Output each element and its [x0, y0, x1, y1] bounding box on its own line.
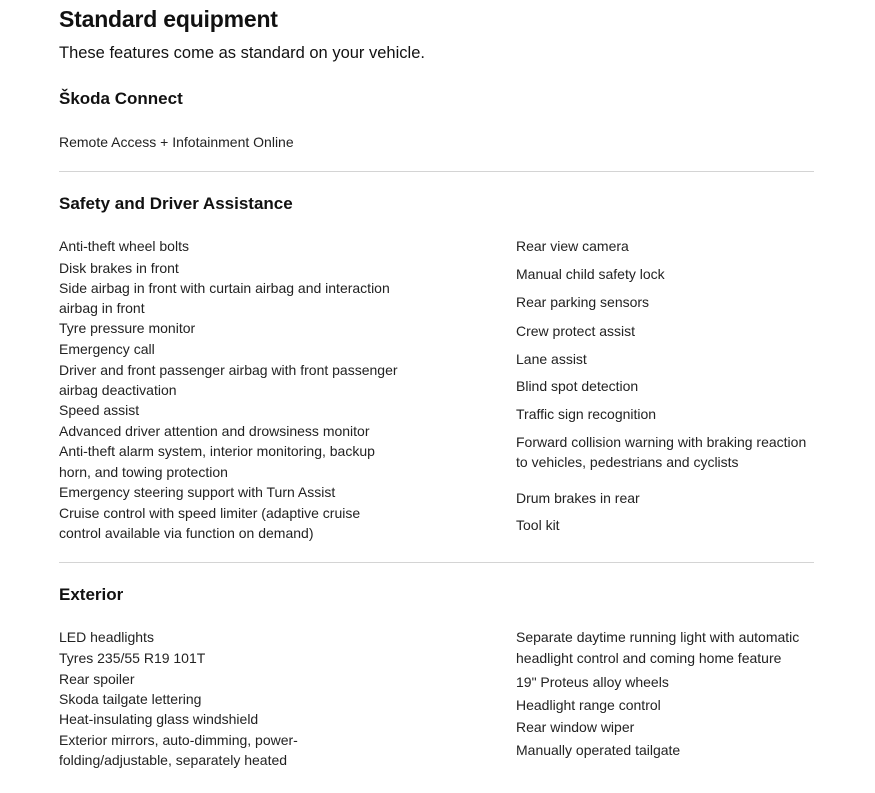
list-item: Emergency call — [59, 341, 155, 357]
list-item: Manual child safety lock — [516, 266, 665, 282]
list-item: headlight control and coming home feature — [516, 650, 782, 666]
list-item: Side airbag in front with curtain airbag and interaction — [59, 280, 390, 296]
section-divider — [59, 171, 814, 172]
list-item: airbag deactivation — [59, 382, 177, 398]
list-item: Crew protect assist — [516, 323, 636, 339]
list-item: Lane assist — [516, 351, 587, 367]
list-item: Remote Access + Infotainment Online — [59, 134, 294, 150]
list-item: Emergency steering support with Turn Assist — [59, 484, 336, 500]
list-item: Speed assist — [59, 402, 140, 418]
section-title-skoda-connect: Škoda Connect — [59, 89, 183, 108]
list-item: Forward collision warning with braking reaction — [516, 434, 807, 450]
list-item: Cruise control with speed limiter (adaptive cruise — [59, 505, 361, 521]
list-item: Heat-insulating glass windshield — [59, 711, 259, 727]
list-item: LED headlights — [59, 629, 154, 645]
list-item: Blind spot detection — [516, 378, 639, 394]
list-item: folding/adjustable, separately heated — [59, 752, 288, 768]
list-item: Driver and front passenger airbag with front passenger — [59, 362, 398, 378]
section-title-safety: Safety and Driver Assistance — [59, 194, 293, 213]
list-item: Anti-theft alarm system, interior monitoring, backup — [59, 443, 375, 459]
list-item: control available via function on demand) — [59, 525, 314, 541]
list-item: Separate daytime running light with automatic — [516, 629, 800, 645]
list-item: Traffic sign recognition — [516, 406, 657, 422]
section-title-exterior: Exterior — [59, 585, 124, 604]
page-title: Standard equipment — [59, 6, 278, 32]
list-item: Tool kit — [516, 517, 560, 533]
list-item: Drum brakes in rear — [516, 490, 640, 506]
list-item: Rear view camera — [516, 238, 629, 254]
list-item: to vehicles, pedestrians and cyclists — [516, 454, 739, 470]
list-item: Tyres 235/55 R19 101T — [59, 650, 206, 666]
list-item: Tyre pressure monitor — [59, 320, 196, 336]
list-item: Rear parking sensors — [516, 294, 650, 310]
list-item: Skoda tailgate lettering — [59, 691, 202, 707]
list-item: Headlight range control — [516, 697, 661, 713]
list-item: horn, and towing protection — [59, 464, 228, 480]
list-item: 19" Proteus alloy wheels — [516, 674, 669, 690]
page-subtitle: These features come as standard on your vehicle. — [59, 44, 425, 62]
list-item: Exterior mirrors, auto-dimming, power- — [59, 732, 298, 748]
list-item: Anti-theft wheel bolts — [59, 238, 189, 254]
list-item: Rear window wiper — [516, 719, 635, 735]
list-item: Manually operated tailgate — [516, 742, 681, 758]
list-item: Disk brakes in front — [59, 260, 179, 276]
list-item: airbag in front — [59, 300, 145, 316]
list-item: Advanced driver attention and drowsiness monitor — [59, 423, 370, 439]
list-item: Rear spoiler — [59, 671, 135, 687]
section-divider — [59, 562, 814, 563]
